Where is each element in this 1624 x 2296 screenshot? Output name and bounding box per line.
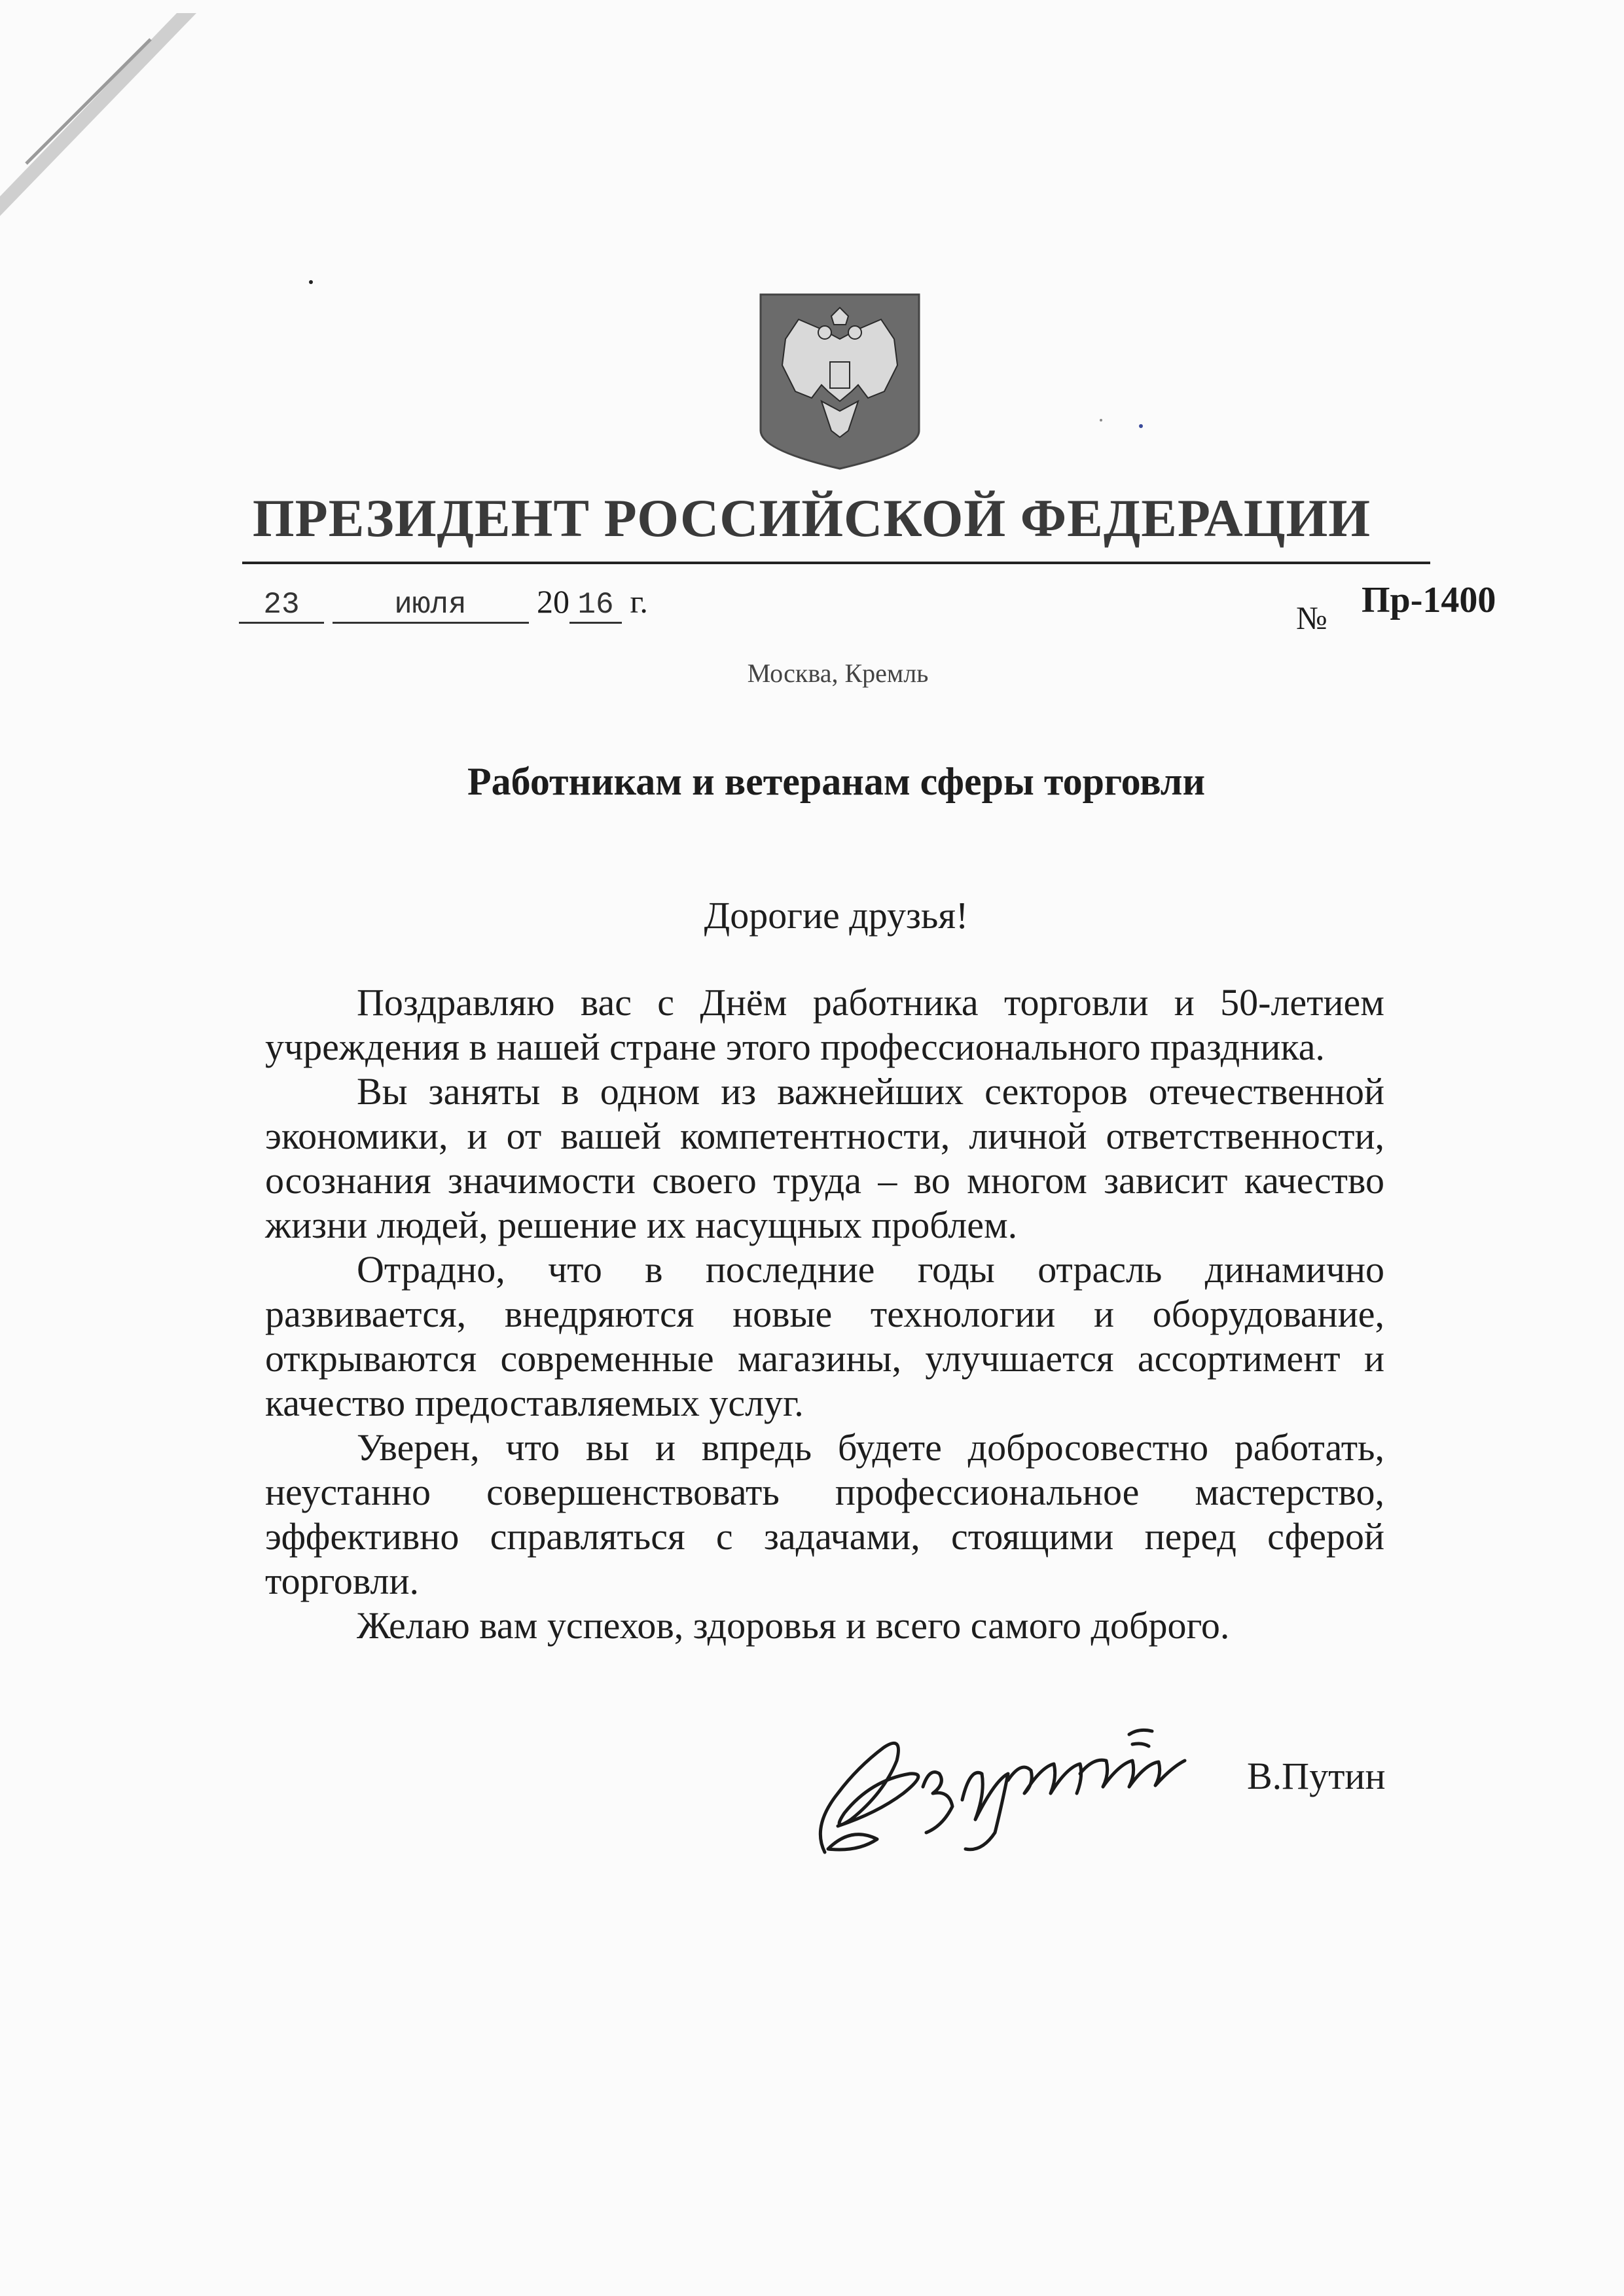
date-year-prefix: 20 [537, 583, 569, 620]
russian-coat-of-arms-icon [759, 293, 920, 470]
date-year-unit: г. [630, 583, 648, 620]
scan-speck [1139, 424, 1143, 428]
document-number: Пр-1400 [1362, 580, 1496, 620]
issuer-title: ПРЕЗИДЕНТ РОССИЙСКОЙ ФЕДЕРАЦИИ [252, 488, 1371, 548]
paragraph: Поздравляю вас с Днём работника торговли и 50-летием учреждения в нашей стране этого профессионального праздника. [265, 981, 1384, 1068]
document-title: Работникам и ветеранам сферы торговли [467, 760, 1206, 803]
issue-place: Москва, Кремль [747, 658, 929, 688]
signer-name: В.Путин [1247, 1755, 1386, 1797]
paragraph: Вы заняты в одном из важнейших секторов отечественной экономики, и от вашей компетентности, личной ответственности, осознания значимости своего труда – во многом зависит качество жизни людей, решение их насущных проблем. [265, 1070, 1384, 1246]
page-corner-shadow [0, 0, 236, 275]
registration-date [239, 583, 648, 624]
paragraph: Отрадно, что в последние годы отрасль динамично развивается, внедряются новые технологии и оборудование, открываются современные магазины, улучшается ассортимент и качество предоставляемых услуг. [265, 1248, 1384, 1424]
date-day: 23 [239, 588, 324, 624]
scan-speck [1100, 419, 1102, 422]
date-month: июля [333, 588, 529, 624]
handwritten-signature-icon [799, 1695, 1218, 1859]
greeting: Дорогие друзья! [704, 894, 969, 937]
header-divider [242, 562, 1430, 564]
paragraph: Желаю вам успехов, здоровья и всего самого доброго. [357, 1604, 1230, 1647]
document-body [265, 980, 1384, 1648]
date-year-suffix: 16 [569, 588, 622, 624]
scan-speck [309, 280, 313, 284]
paragraph: Уверен, что вы и впредь будете добросовестно работать, неустанно совершенствовать профессиональное мастерство, эффективно справляться с задачами, стоящими перед сферой торговли. [265, 1426, 1384, 1602]
number-sign: № [1296, 600, 1327, 636]
